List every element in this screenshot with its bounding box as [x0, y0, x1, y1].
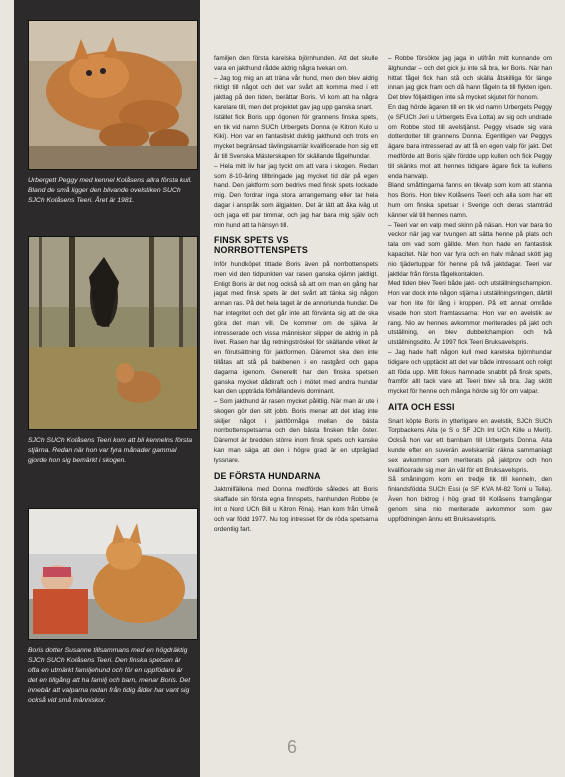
photo-puppies-image	[29, 21, 197, 169]
article-column-2	[388, 54, 552, 524]
paragraph: Så småningom kom en tredje tik till kenneln, den finlandsfödda SUCh Essi (e SF KVA M-82 Tomi u Tella). Även hon bidrog i hög grad till Kolåsens framgångar genom sina nio meriterade avkommor som gav uppfödningen ännu ett Bruksavelspris.	[388, 476, 552, 523]
paragraph: – Jag tog mig an att träna vår hund, men den blev aldrig riktigt till något och det var svårt att komma med i ett jaktlag på den tiden, berättar Boris. Vi kom att ha några karelare till, men det projektet gav jag upp ganska snart.	[214, 74, 378, 111]
photo-girl-dog-image	[29, 509, 197, 639]
section-heading: AITA OCH ESSI	[388, 401, 455, 412]
section-heading: DE FÖRSTA HUNDARNA	[214, 470, 321, 481]
paragraph: Jaktmilfällena med Donna medförde således att Boris skaffade sin första egna finnspets, hanhunden Robbe (e Int o Nord UCh Bill u Kitron Rina). Han kom från Umeå och var född 1977. Nu tog intresset för de röda spetsarna ordentlig fart.	[214, 486, 378, 533]
paragraph: Med tiden blev Teeri både jakt- och utställningschampion. Hon var dock inte någon stjärna i utställningsringen, därtill var hon lite för lång i kroppen. På ett annat område visade hon stort framtassarna: Hon var en avelstik av rang. Nio av hennes avkommor meriterades på jakt och utställning, en blev dubbelchampion och två utställningsdito. År 1997 fick Teeri Bruksavelspris.	[388, 280, 552, 347]
photo-forest-image	[29, 237, 197, 429]
photo1-caption: Urbergett Peggy med kennel Kolåsens allra första kull. Bland de små ligger den blivande ovelstiken SUCh SJCh Kolåsens Teeri. Året är 1981.	[28, 177, 192, 204]
photo-teeri-forest	[28, 236, 198, 430]
paragraph: Istället fick Boris upp ögonen för grannens finska spets, en tik vid namn SUCh Urbergets Donna (e Kitron Kulo u Kiki). Hon var en fantastiskt duktig jakthund och trots en mycket begränsad tävlingskarriär kvalificerade hon sig ett år till Svenska Mästerskapen för skällande fågelhundar.	[214, 113, 378, 160]
photo-susanne-with-teeri	[28, 508, 198, 640]
photo3-caption: Boris dotter Susanne tillsammans med en högdräktig SJCh SUCh Kolåsens Teeri. Den finska spetsen är ofta en utmärkt familjehund och för en uppfödare är det en tillgång att ha familj och barn, menar Boris. Det innebär att valparna redan från tidig ålder har vant sig också vid små människor.	[28, 647, 191, 704]
paragraph: – Teeri var en valp med skinn på näsan. Hon var bara tio veckor när jag var tvungen att sätta henne på plats och tala om vad som gällde. Men hon hade en fantastisk kapacitet. När hon var fyra och en halv månad skött jag nio tjädertuppar för henne på två jaktdagar. Teeri var jaktklar från första fågelkontakten.	[388, 221, 552, 278]
paragraph: Bland småttingarna fanns en tikvalp som kom att stanna hos Boris. Hon blev Kolåsens Teeri och alla som har ett hum om finska spetsar i Sverige och deras stamträd känner väl till hennes namn.	[388, 182, 552, 219]
paragraph: familjen den första karelska björnhunden. Att det skulle vara en jakthund rådde aldrig några tvekan om.	[214, 55, 378, 72]
paragraph: – Som jakthund är rasen mycket pålitlig. När man är ute i skogen gör den sitt jobb. Boris menar att det idag inte skiljer något i jaktförmåga mellan de bästa norrbottenspetsarna och den bästa finsken från öster. Däremot är bredden större inom finsk spets och kanske kan man säga att den i högre grad är en utpräglad lyssnare.	[214, 398, 378, 464]
page-number: 6	[287, 737, 298, 757]
paragraph: – Hela mitt liv har jag tyckt om att vara i skogen. Redan som 8-10-åring tillbringade jag mycket tid där på egen hand. Den jaktform som bedrivs med finsk spets lockade mig. Den fordrar inga stora arrangemang eller tar hela dagar i anspråk som älgjakten. Det är lätt att åka iväg ut och jaga ett par timmar, och jag har bara mig själv och min hund att ta hänsyn till.	[214, 162, 378, 229]
photo-puppies-litter	[28, 20, 198, 170]
photo2-caption: SJCh SUCh Kolåsens Teeri kom att bli kennelns första stjärna. Redan när hon var fyra månader gammal gjorde hon sig bemärkt i skogen.	[28, 437, 193, 464]
paragraph: Snart köpte Boris in ytterligare en avelstik, SJCh SUCh Torpbackens Aita (e S o SF JCh Int UCh Kille u Merit). Också hon var ett barnbarn till Urbergets Donna. Aita kunde efter en suverän avelskarriär räkna sammanlagt sex avkommor som meriterats på jaktprov och hon kvalificerade sig mer än väl för ett Bruksavelspris.	[388, 417, 552, 474]
paragraph: Inför hundköpet tittade Boris även på norrbottenspets men vid den tidpunkten var rasen ganska ojämn jaktligt. Enligt Boris är det nog också så att om man en gång har jagat med finsk spets är det svårt att tänka sig någon annan ras. På det hela taget är de annorlunda hundar. De har integritet och det går inte att förvänta sig att de ska göra det man vill. De kommer om de själva är intresserade och vissa människor slipper de aldrig in på livet. Rasen har låg retningströskel för skällande vilket är en förutsättning för jaktformen. Däremot ska den inte tillåtas att stå på bakbenen i en rastgård och gapa dagarna igenom. Generellt har den finska spetsen ganska mycket dådkraft och i mötet med andra hundar kan den uppträda förhållandevis dominant.	[214, 260, 378, 396]
paragraph: En dag hörde ägaren till en tik vid namn Urbergets Peggy (e SFUCh Jeri u Urbergets Eva Lotta) av sig och undrade om Robbe stod till avelstjänst. Peggy visade sig vara dotterdotter till grannens Donna. Egentligen var Peggys ägare bara intresserad av att få en egen valp för jakt. Det medförde att Boris själv fördde upp kullen och fick Peggy till skänks mot att hennes tidigare ägare fick ta kullens enda hanvalp.	[388, 103, 552, 180]
section-heading: FINSK SPETS VS NORRBOTTENSPETS	[214, 235, 308, 256]
paragraph: – Jag hade haft någon kull med karelska björnhundar tidigare och upptäckt att det var både intressant och roligt att föda upp. Mitt fokus hamnade snabbt på finsk spets, framför allt tack vare att Teeri blev så bra. Jag skött mycket för henne och många hörde sig för om valpar.	[388, 348, 552, 396]
paragraph: – Robbe försökte jag jaga in utifrån mitt kunnande om älghundar – och det gick ju inte så bra, ler Boris. När han hittat fågel fick han stå och skälla åtskilliga för länge innan jag gick fram och då hann fågeln ta till flykten igen. Det blev följaktligen inte så mycket skjutet för honom.	[388, 55, 552, 102]
article-column-1	[214, 54, 378, 534]
